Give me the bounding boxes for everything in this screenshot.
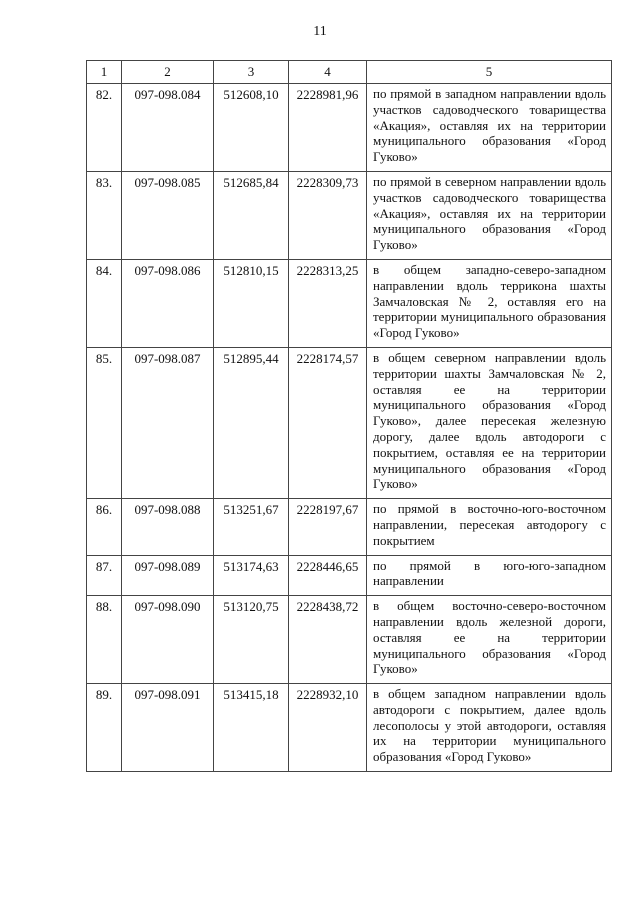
point-code: 097-098.085 [122, 171, 214, 259]
table-row [87, 171, 612, 259]
header-col-3: 3 [214, 61, 289, 84]
row-number: 87. [87, 555, 122, 596]
table-row [87, 596, 612, 684]
table-row [87, 84, 612, 172]
point-code: 097-098.086 [122, 259, 214, 347]
coordinate-x: 513251,67 [214, 499, 289, 555]
table-header [87, 61, 612, 84]
coordinate-y: 2228981,96 [289, 84, 367, 172]
header-col-1: 1 [87, 61, 122, 84]
boundary-points-table [86, 60, 612, 772]
table-row [87, 259, 612, 347]
table-row [87, 684, 612, 772]
coordinate-y: 2228174,57 [289, 347, 367, 498]
coordinate-x: 512895,44 [214, 347, 289, 498]
row-number: 82. [87, 84, 122, 172]
boundary-description: в общем восточно-северо-восточном направлении вдоль железной дороги, оставляя ее на территории муниципального образования «Город Гуково» [367, 596, 612, 684]
boundary-description: по прямой в восточно-юго-восточном направлении, пересекая автодорогу с покрытием [367, 499, 612, 555]
point-code: 097-098.088 [122, 499, 214, 555]
boundary-description: в общем западном направлении вдоль автодороги с покрытием, далее вдоль лесополосы у этой автодороги, оставляя их на территории муниципального образования «Город Гуково» [367, 684, 612, 772]
coordinate-y: 2228932,10 [289, 684, 367, 772]
coordinate-y: 2228197,67 [289, 499, 367, 555]
row-number: 89. [87, 684, 122, 772]
coordinate-x: 512608,10 [214, 84, 289, 172]
coordinate-y: 2228309,73 [289, 171, 367, 259]
boundary-description: по прямой в западном направлении вдоль участков садоводческого товарищества «Акация», оставляя их на территории муниципального образования «Город Гуково» [367, 84, 612, 172]
row-number: 88. [87, 596, 122, 684]
point-code: 097-098.084 [122, 84, 214, 172]
coordinate-y: 2228313,25 [289, 259, 367, 347]
table-row [87, 499, 612, 555]
boundary-description: по прямой в северном направлении вдоль участков садоводческого товарищества «Акация», оставляя их на территории муниципального образования «Город Гуково» [367, 171, 612, 259]
table-row [87, 347, 612, 498]
row-number: 83. [87, 171, 122, 259]
boundary-description: по прямой в юго-юго-западном направлении [367, 555, 612, 596]
boundary-description: в общем северном направлении вдоль территории шахты Замчаловская № 2, оставляя ее на территории муниципального образования «Город Гуково», далее пересекая железную дорогу, далее вдоль автодороги с покрытием, оставляя ее на территории муниципального образования «Город Гуково» [367, 347, 612, 498]
table-body [87, 84, 612, 772]
point-code: 097-098.087 [122, 347, 214, 498]
coordinate-y: 2228438,72 [289, 596, 367, 684]
coordinate-x: 513120,75 [214, 596, 289, 684]
row-number: 84. [87, 259, 122, 347]
header-col-5: 5 [367, 61, 612, 84]
page-number: 11 [313, 24, 327, 39]
coordinate-x: 512685,84 [214, 171, 289, 259]
boundary-description: в общем западно-северо-западном направлении вдоль терриконa шахты Замчаловская № 2, оставляя его на территории муниципального образования «Город Гуково» [367, 259, 612, 347]
point-code: 097-098.090 [122, 596, 214, 684]
row-number: 86. [87, 499, 122, 555]
header-col-4: 4 [289, 61, 367, 84]
coordinate-x: 513174,63 [214, 555, 289, 596]
point-code: 097-098.091 [122, 684, 214, 772]
header-row [87, 61, 612, 84]
coordinate-x: 513415,18 [214, 684, 289, 772]
table-row [87, 555, 612, 596]
row-number: 85. [87, 347, 122, 498]
coordinate-y: 2228446,65 [289, 555, 367, 596]
coordinate-x: 512810,15 [214, 259, 289, 347]
header-col-2: 2 [122, 61, 214, 84]
point-code: 097-098.089 [122, 555, 214, 596]
